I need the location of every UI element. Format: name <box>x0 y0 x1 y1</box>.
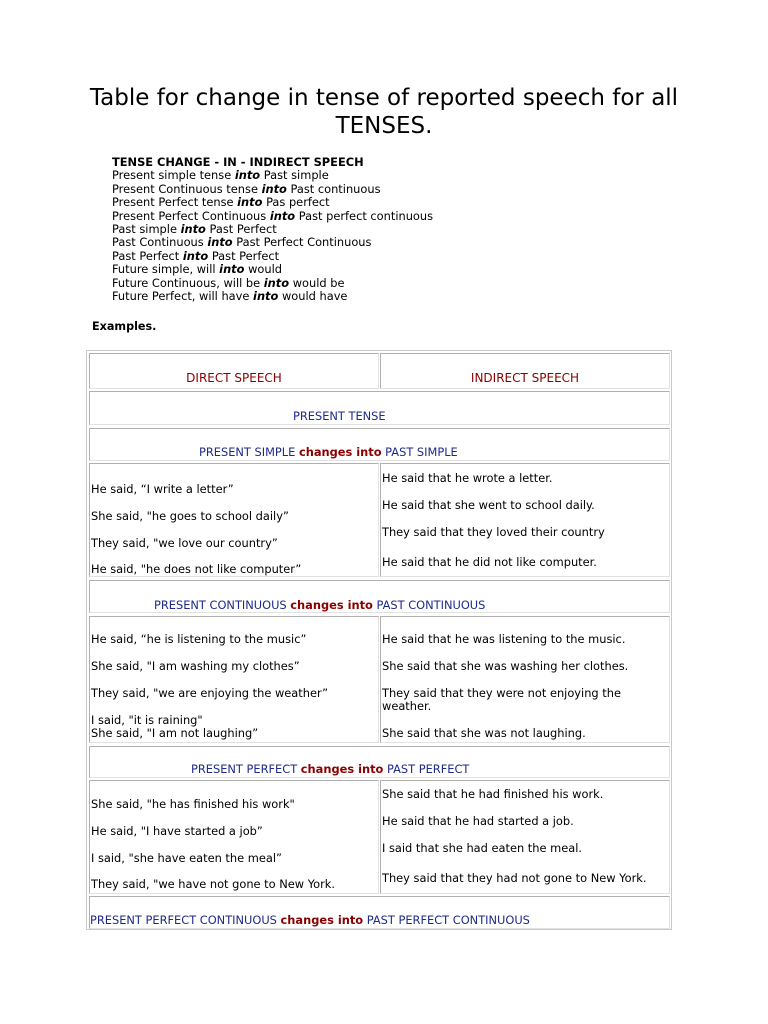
tense-change-rules <box>112 156 433 303</box>
direct-example: He said, "he does not like computer” <box>91 562 302 576</box>
rule-line: Future Perfect, will have into would have <box>112 289 348 304</box>
indirect-example: I said that she had eaten the meal. <box>382 841 582 855</box>
direct-example: She said, "I am washing my clothes” <box>91 659 300 673</box>
indirect-examples-present-simple <box>380 463 670 577</box>
rule-line: Past Perfect into Past Perfect <box>112 248 280 263</box>
rule-line: Future simple, will into would <box>112 262 282 277</box>
indirect-example: She said that he had finished his work. <box>382 787 604 801</box>
rule-line: Present Perfect Continuous into Past perfect continuous <box>112 208 434 223</box>
rule-line: Present Continuous tense into Past continuous <box>112 181 381 196</box>
direct-examples-present-perfect <box>89 780 379 894</box>
direct-example: She said, "he goes to school daily” <box>91 509 289 523</box>
rule-line: Future Continuous, will be into would be <box>112 275 345 290</box>
section-heading-present-perfect-continuous: PRESENT PERFECT CONTINUOUS changes into PAST PERFECT CONTINUOUS <box>89 896 670 929</box>
indirect-example: She said that she was not laughing. <box>382 726 586 740</box>
direct-example: She said, "he has finished his work" <box>91 797 295 811</box>
direct-examples-present-simple <box>89 463 379 577</box>
indirect-example: He said that he was listening to the music. <box>382 632 626 646</box>
rule-line: Past simple into Past Perfect <box>112 222 277 237</box>
direct-example: They said, "we are enjoying the weather” <box>91 686 329 700</box>
indirect-example: He said that he had started a job. <box>382 814 574 828</box>
section-heading-present-simple: PRESENT SIMPLE changes into PAST SIMPLE <box>89 428 670 461</box>
indirect-example: They said that they loved their country <box>382 525 605 539</box>
examples-label: Examples. <box>92 320 157 333</box>
section-heading-present-continuous: PRESENT CONTINUOUS changes into PAST CONTINUOUS <box>89 580 670 613</box>
indirect-example: They said that they were not enjoying the weather. <box>382 686 621 714</box>
rules-heading: TENSE CHANGE - IN - INDIRECT SPEECH <box>112 155 364 169</box>
direct-example: I said, "it is raining" <box>91 713 203 727</box>
section-heading-present-perfect: PRESENT PERFECT changes into PAST PERFECT <box>89 746 670 778</box>
indirect-example: They said that they had not gone to New York. <box>382 871 647 885</box>
rule-line: Present Perfect tense into Pas perfect <box>112 195 330 210</box>
present-tense-row: PRESENT TENSE <box>89 391 670 425</box>
header-direct-speech: DIRECT SPEECH <box>89 353 379 389</box>
direct-example: They said, "we have not gone to New York. <box>91 877 336 891</box>
indirect-example: He said that he did not like computer. <box>382 555 597 569</box>
indirect-example: He said that he wrote a letter. <box>382 471 553 485</box>
direct-examples-present-continuous <box>89 616 379 743</box>
page-title: Table for change in tense of reported speech for all TENSES. <box>89 85 679 139</box>
direct-example: I said, "she have eaten the meal” <box>91 851 282 865</box>
direct-example: He said, “I write a letter” <box>91 482 234 496</box>
indirect-example: She said that she was washing her clothes. <box>382 659 629 673</box>
tense-examples-table <box>86 350 672 930</box>
direct-example: He said, "I have started a job” <box>91 824 263 838</box>
indirect-example: He said that she went to school daily. <box>382 498 595 512</box>
direct-example: They said, "we love our country” <box>91 536 278 550</box>
direct-example: She said, "I am not laughing” <box>91 726 259 740</box>
indirect-examples-present-perfect <box>380 780 670 894</box>
rule-line: Present simple tense into Past simple <box>112 168 329 183</box>
indirect-examples-present-continuous <box>380 616 670 743</box>
direct-example: He said, “he is listening to the music” <box>91 632 307 646</box>
rule-line: Past Continuous into Past Perfect Continuous <box>112 235 372 250</box>
header-indirect-speech: INDIRECT SPEECH <box>380 353 670 389</box>
